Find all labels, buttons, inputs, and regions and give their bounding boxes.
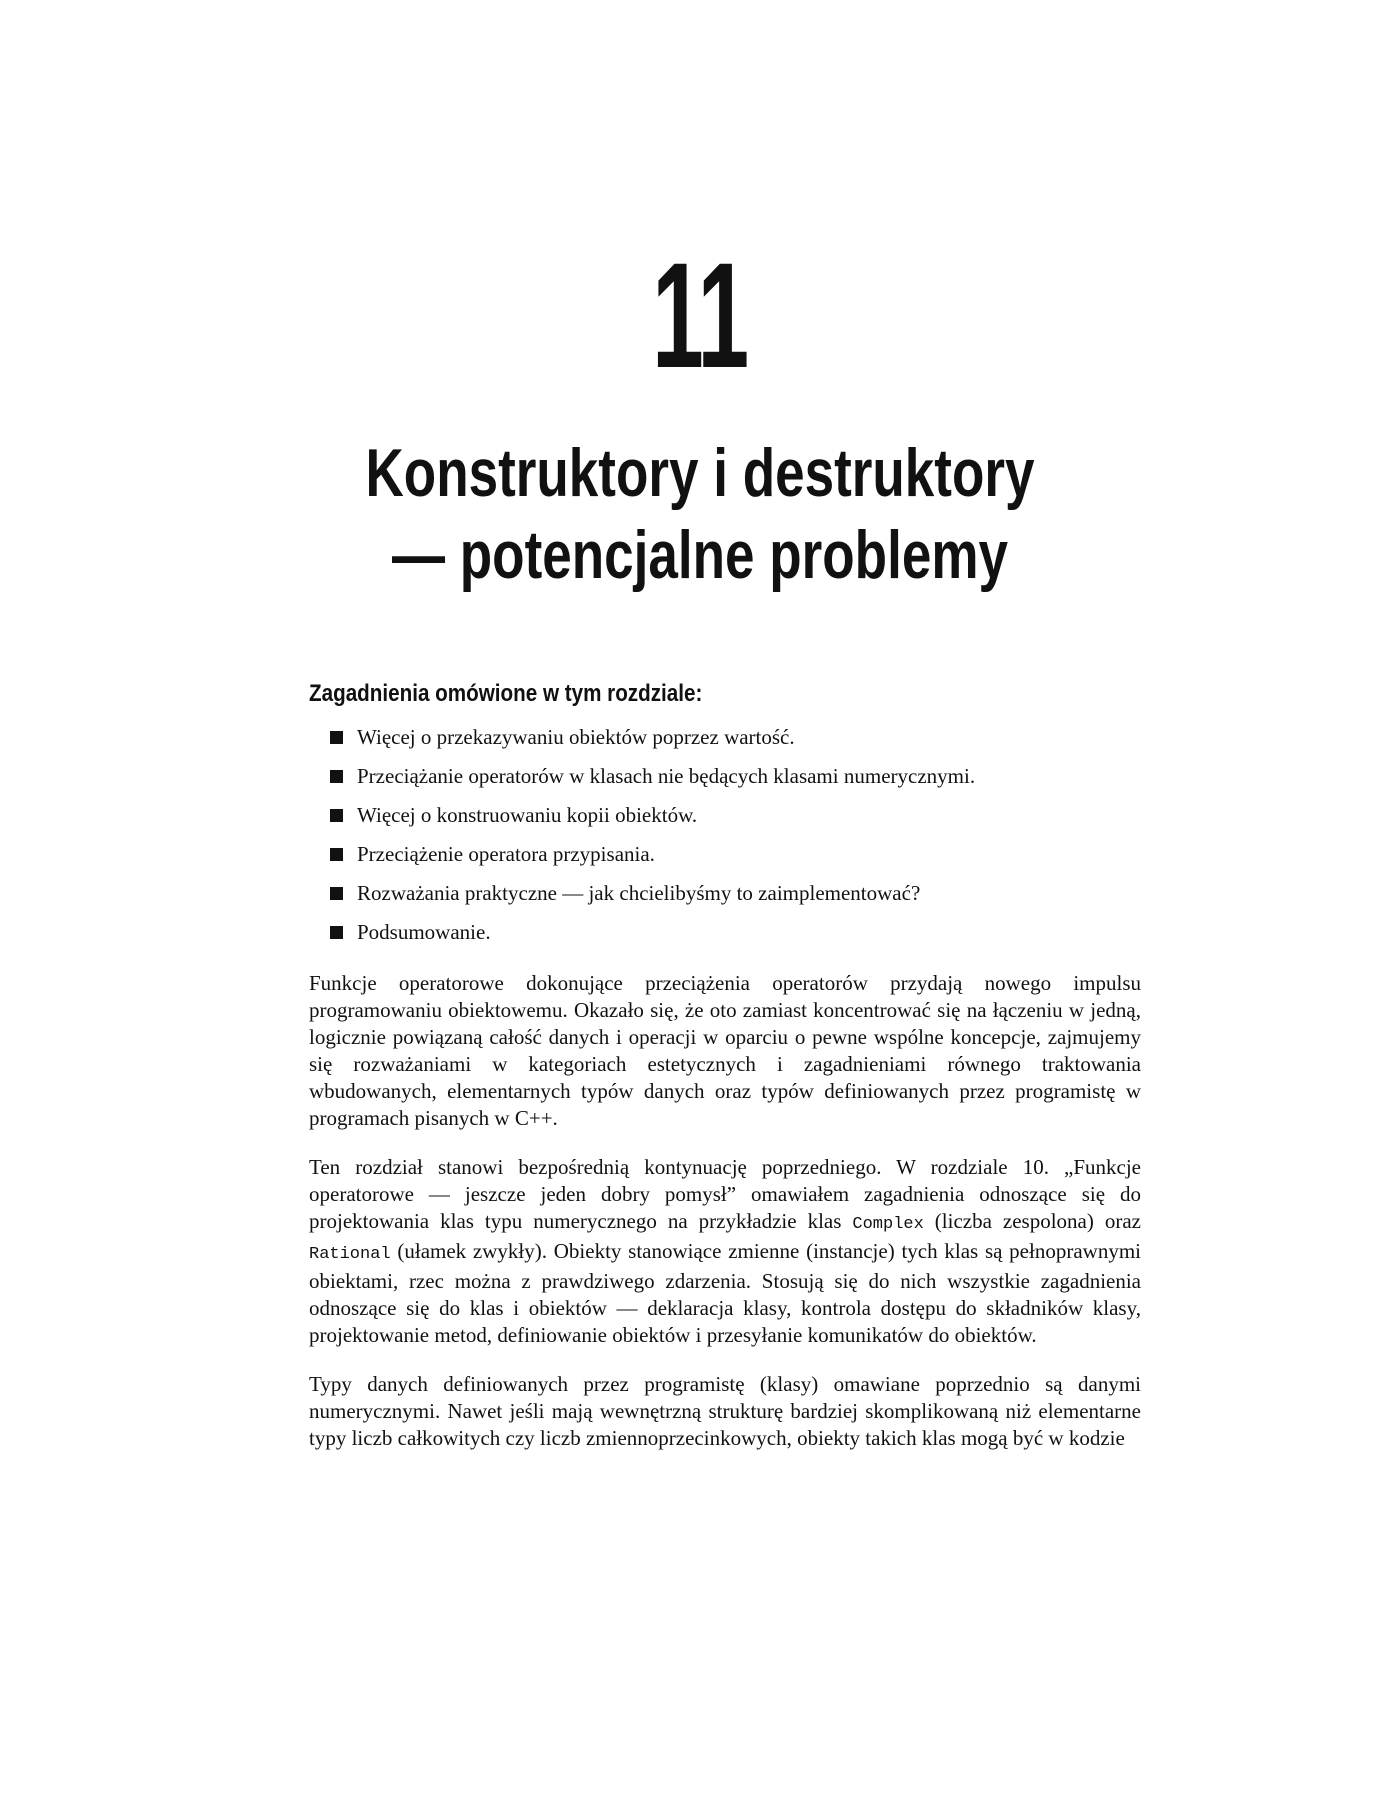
paragraph-2-text-a: Ten rozdział stanowi bezpośrednią kontynuację poprzedniego. W rozdziale 10. „Funkcje operatorowe — jeszcze jeden dobry pomysł” omawiałem zagadnienia odnoszące się do projektowania klas typu numerycznego na przykładzie klas <box>309 1155 1141 1233</box>
square-bullet-icon <box>330 770 343 783</box>
topic-text: Więcej o konstruowaniu kopii obiektów. <box>357 803 698 827</box>
topics-list <box>309 718 1141 952</box>
list-item <box>309 913 1141 952</box>
topics-heading: Zagadnienia omówione w tym rozdziale: <box>309 680 703 707</box>
list-item <box>309 796 1141 835</box>
paragraph-2 <box>309 1154 1141 1349</box>
list-item <box>309 757 1141 796</box>
topic-text: Rozważania praktyczne — jak chcielibyśmy to zaimplementować? <box>357 881 921 905</box>
chapter-body <box>309 680 1141 1474</box>
code-rational: Rational <box>309 1245 391 1264</box>
list-item <box>309 835 1141 874</box>
square-bullet-icon <box>330 926 343 939</box>
code-complex: Complex <box>852 1215 924 1234</box>
list-item <box>309 718 1141 757</box>
square-bullet-icon <box>330 887 343 900</box>
topic-text: Przeciążanie operatorów w klasach nie będących klasami numerycznymi. <box>357 764 976 788</box>
chapter-number: 11 <box>652 231 748 399</box>
square-bullet-icon <box>330 731 343 744</box>
paragraph-2-text-b: (liczba zespolona) oraz <box>923 1209 1141 1233</box>
paragraph-1: Funkcje operatorowe dokonujące przeciążenia operatorów przydają nowego impulsu programowaniu obiektowemu. Okazało się, że oto zamiast koncentrować się na łączeniu w jedną, logicznie powiązaną całość danych i operacji w oparciu o pewne wspólne koncepcje, zajmujemy się rozważaniami w kategoriach estetycznych i zagadnieniami równego traktowania wbudowanych, elementarnych typów danych oraz typów definiowanych przez programistę w programach pisanych w C++. <box>309 971 1141 1130</box>
chapter-title-line-1: Konstruktory i destruktory <box>365 435 1035 511</box>
paragraph-3: Typy danych definiowanych przez programistę (klasy) omawiane poprzednio są danymi numerycznymi. Nawet jeśli mają wewnętrzną strukturę bardziej skomplikowaną niż elementarne typy liczb całkowitych czy liczb zmiennoprzecinkowych, obiekty takich klas mogą być w kodzie <box>309 1372 1141 1450</box>
square-bullet-icon <box>330 809 343 822</box>
chapter-title-line-2: — potencjalne problemy <box>392 517 1008 593</box>
topic-text: Przeciążenie operatora przypisania. <box>357 842 655 866</box>
paragraph-2-text-c: (ułamek zwykły). Obiekty stanowiące zmienne (instancje) tych klas są pełnoprawnymi obiektami, rzec można z prawdziwego zdarzenia. Stosują się do nich wszystkie zagadnienia odnoszące się do klas i obiektów — deklaracja klasy, kontrola dostępu do składników klasy, projektowanie metod, definiowanie obiektów i przesyłanie komunikatów do obiektów. <box>309 1239 1141 1347</box>
list-item <box>309 874 1141 913</box>
topic-text: Podsumowanie. <box>357 920 491 944</box>
square-bullet-icon <box>330 848 343 861</box>
chapter-title <box>154 432 1246 596</box>
topic-text: Więcej o przekazywaniu obiektów poprzez wartość. <box>357 725 795 749</box>
